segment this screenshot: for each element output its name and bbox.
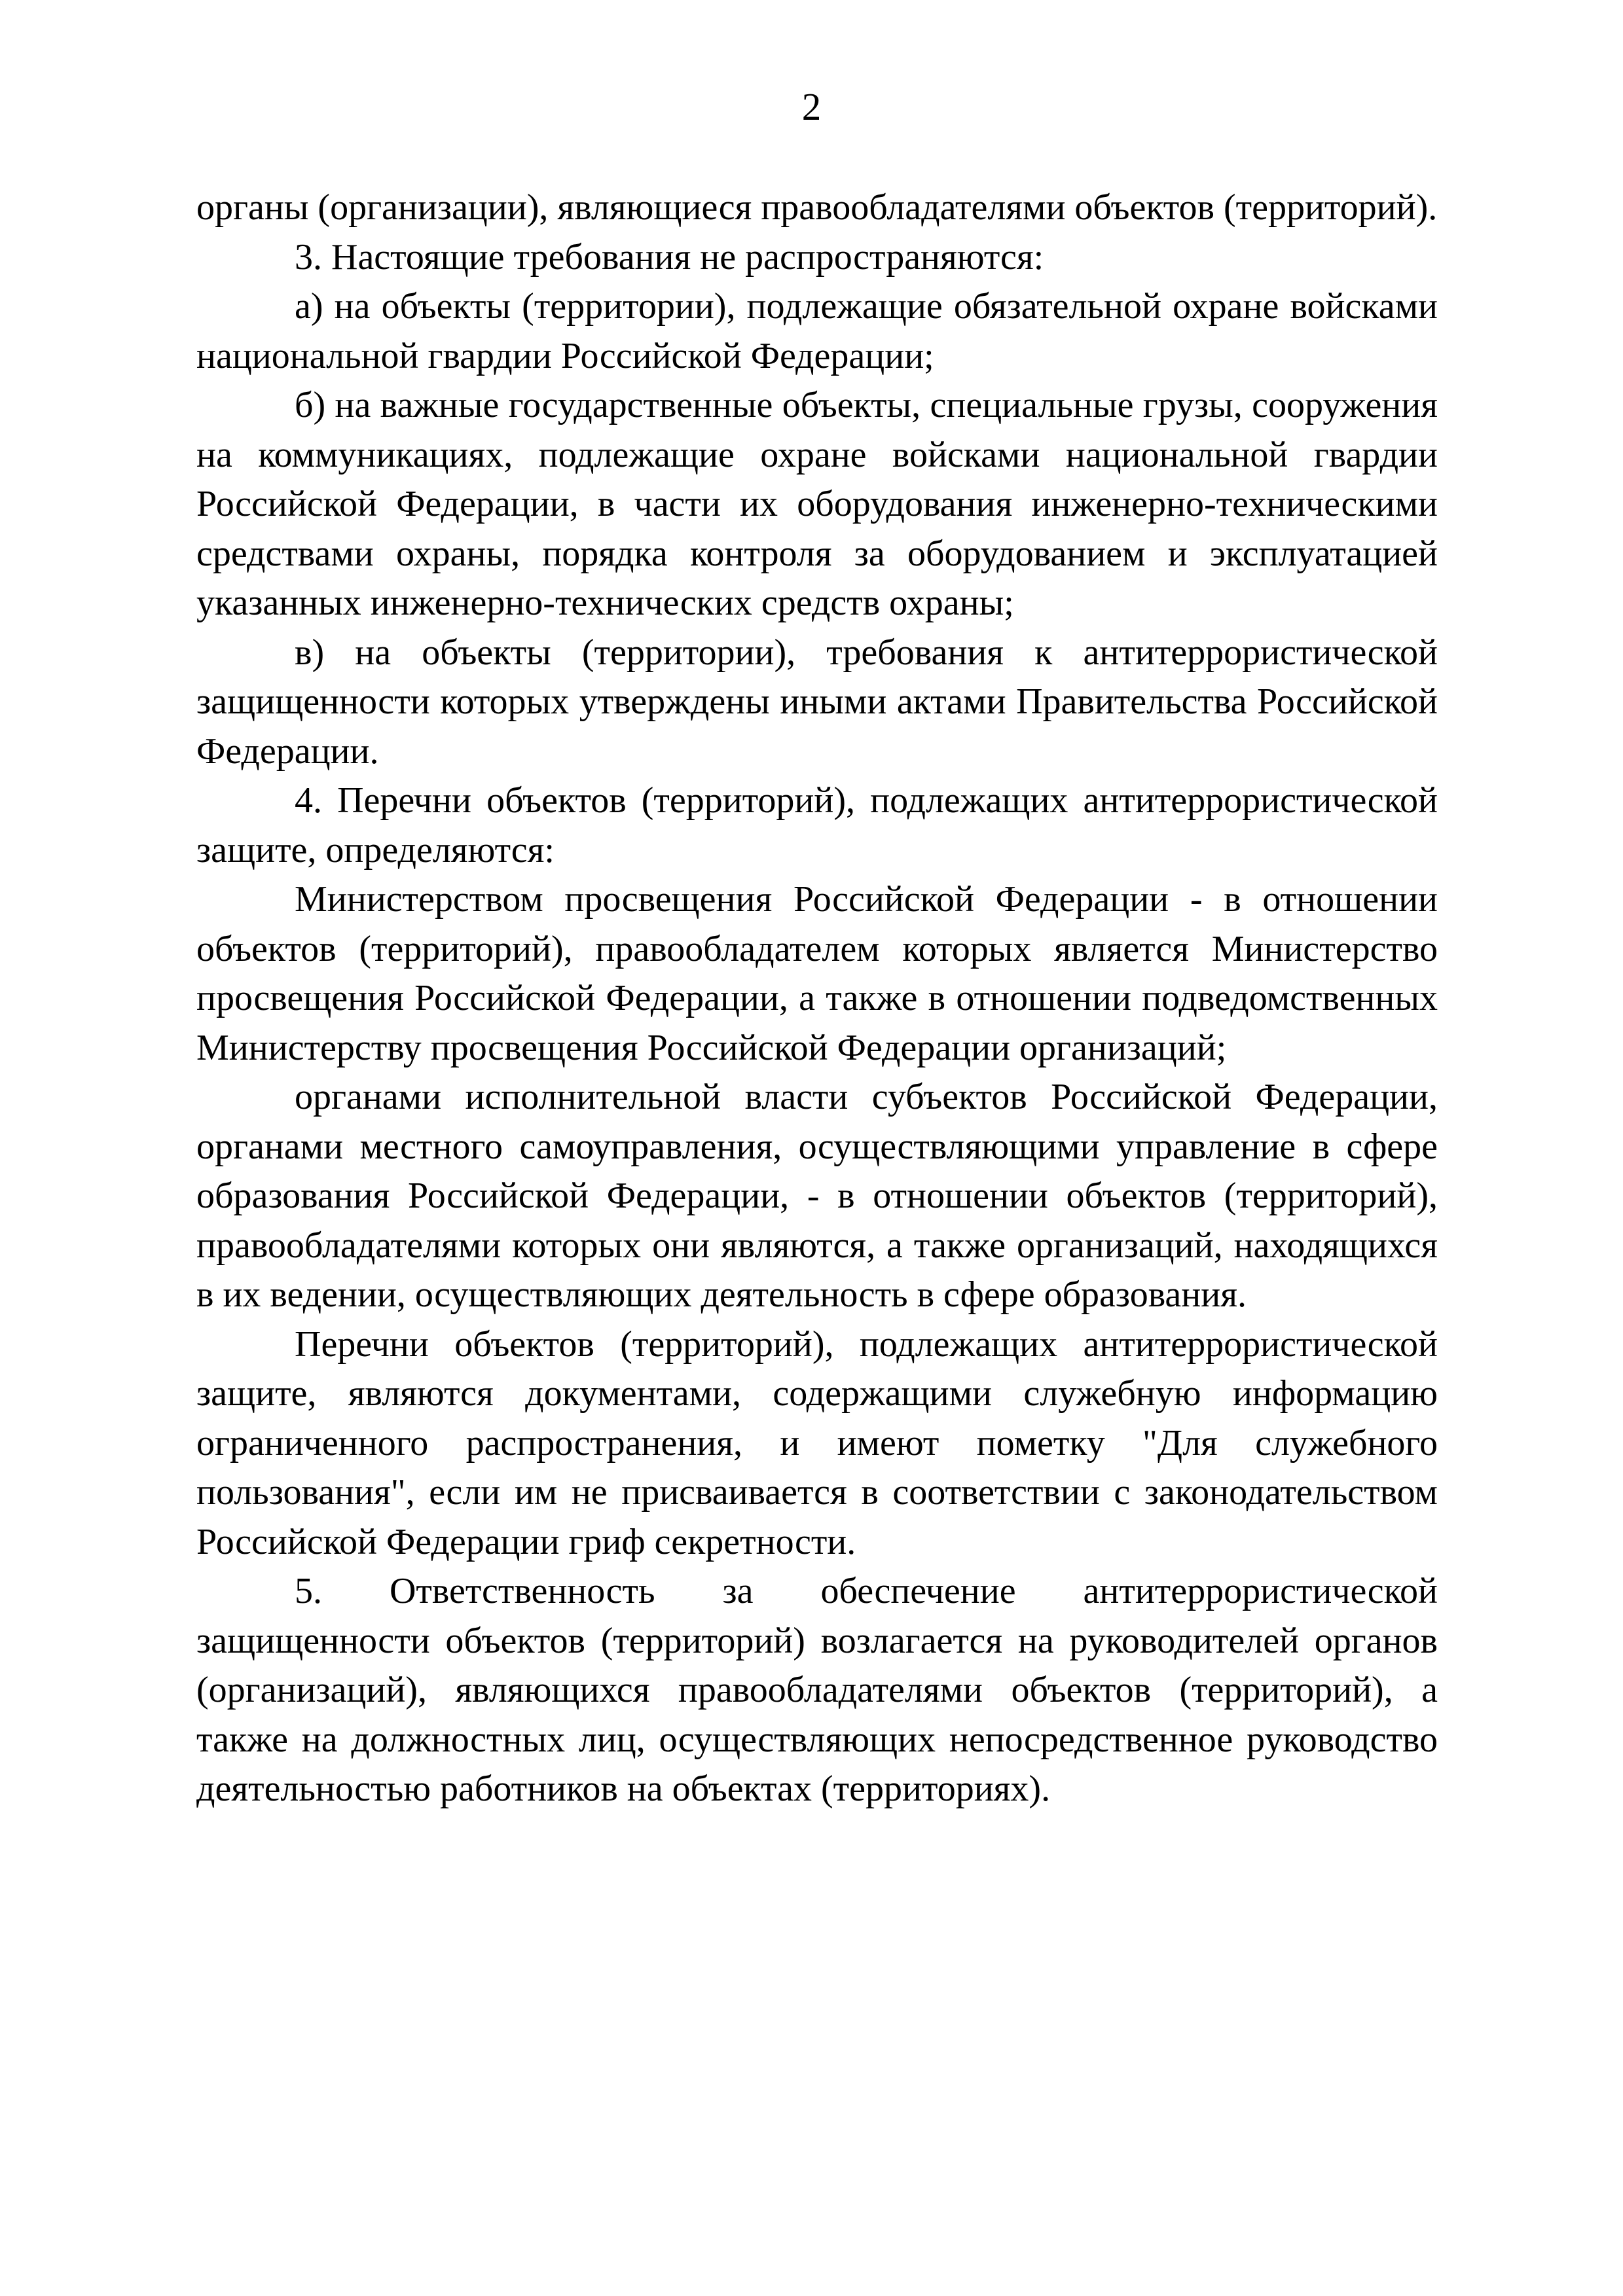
paragraph-continuation: органы (организации), являющиеся правообладателями объектов (территорий). bbox=[196, 187, 1438, 228]
paragraph-item-3: 3. Настоящие требования не распространяются: bbox=[295, 236, 1044, 278]
paragraph-item-3v: в) на объекты (территории), требования к антитеррористической защищенности которых утверждены иными актами Правительства Российской Федерации. bbox=[196, 632, 1438, 772]
paragraph-ministry: Министерством просвещения Российской Федерации - в отношении объектов (территорий), правообладателем которых является Министерство просвещения Российской Федерации, а также в отношении подведомственных Министерству просвещения Российской Федерации организаций; bbox=[196, 879, 1438, 1068]
paragraph-item-3b: б) на важные государственные объекты, специальные грузы, сооружения на коммуникациях, подлежащие охране войсками национальной гвардии Российской Федерации, в части их оборудования инженерно-техническими средствами охраны, порядка контроля за оборудованием и эксплуатацией указанных инженерно-технических средств охраны; bbox=[196, 385, 1438, 623]
paragraph-regional-authorities: органами исполнительной власти субъектов Российской Федерации, органами местного самоуправления, осуществляющими управление в сфере образования Российской Федерации, - в отношении объектов (территорий), правообладателями которых они являются, а также организаций, находящихся в их ведении, осуществляющих деятельность в сфере образования. bbox=[196, 1077, 1438, 1315]
document-body bbox=[196, 183, 1438, 1814]
page-number: 2 bbox=[801, 85, 822, 128]
paragraph-item-4: 4. Перечни объектов (территорий), подлежащих антитеррористической защите, определяются: bbox=[196, 780, 1438, 870]
paragraph-item-3a: а) на объекты (территории), подлежащие обязательной охране войсками национальной гвардии Российской Федерации; bbox=[196, 286, 1438, 376]
paragraph-lists-classification: Перечни объектов (территорий), подлежащих антитеррористической защите, являются документами, содержащими служебную информацию ограниченного распространения, и имеют пометку "Для служебного пользования", если им не присваивается в соответствии с законодательством Российской Федерации гриф секретности. bbox=[196, 1323, 1438, 1562]
paragraph-item-5: 5. Ответственность за обеспечение антитеррористической защищенности объектов (территорий) возлагается на руководителей органов (организаций), являющихся правообладателями объектов (территорий), а также на должностных лиц, осуществляющих непосредственное руководство деятельностью работников на объектах (территориях). bbox=[196, 1571, 1438, 1809]
